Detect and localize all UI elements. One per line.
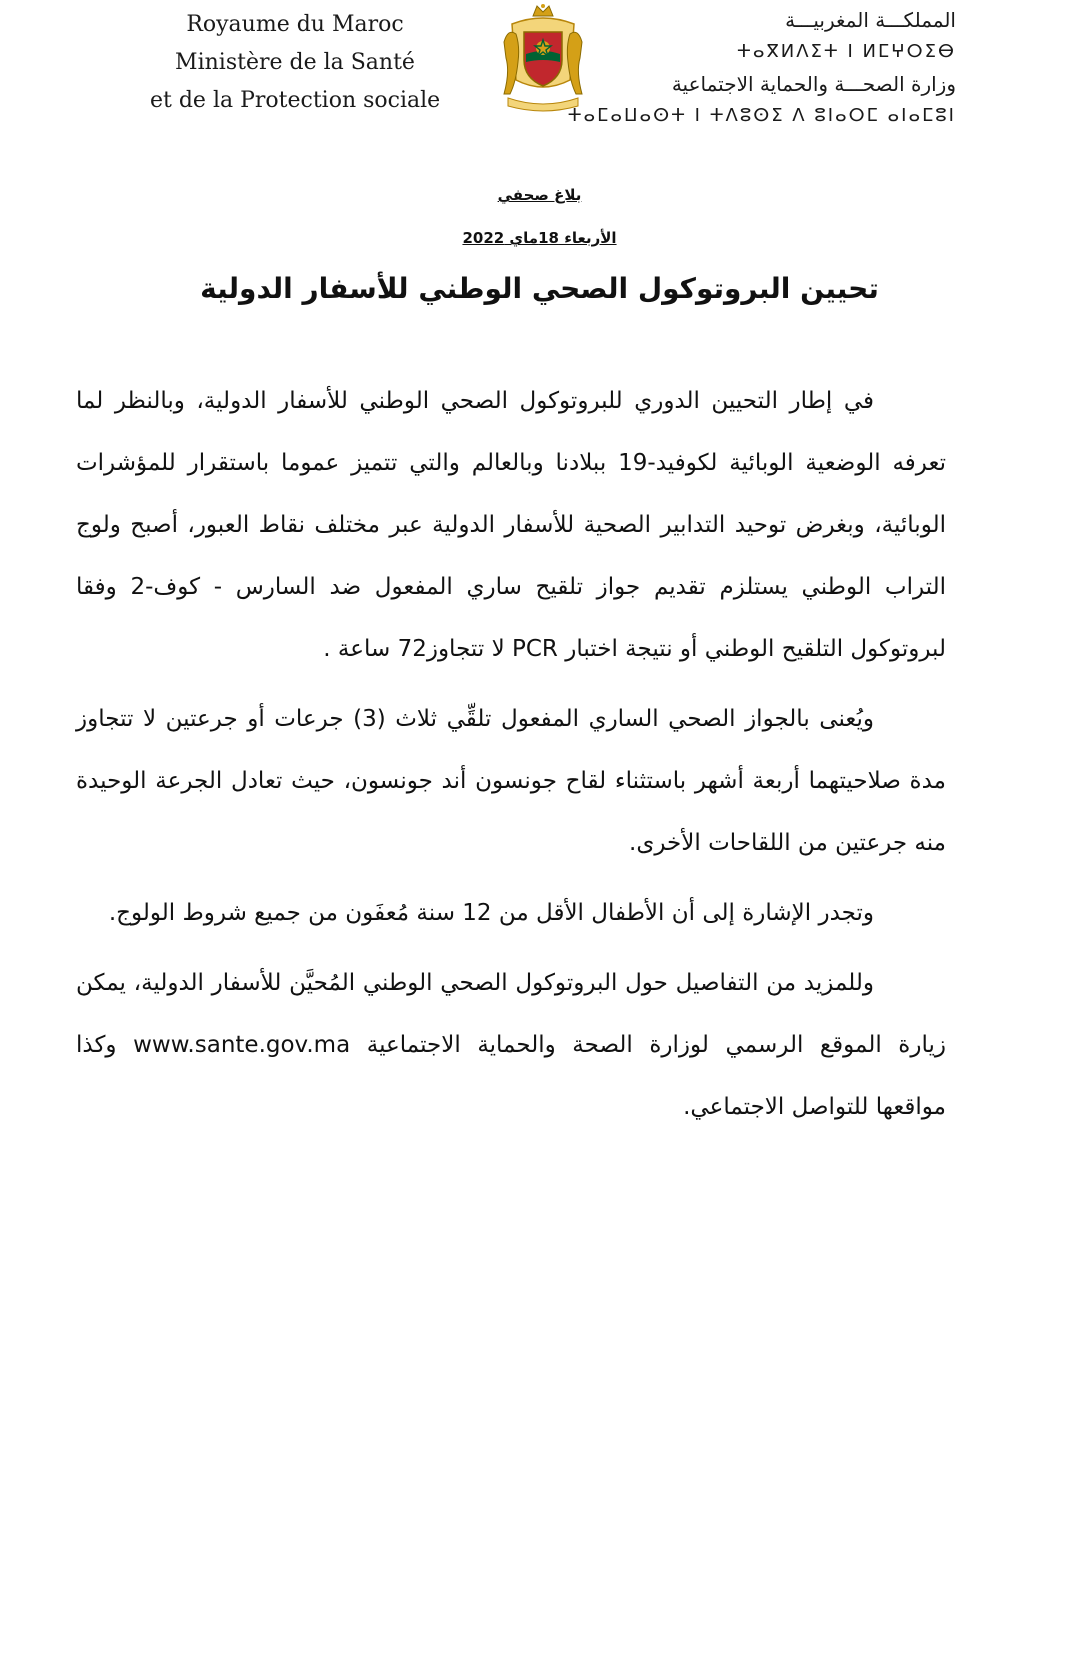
letterhead-french [150, 6, 440, 120]
document-title: تحيين البروتوكول الصحي الوطني للأسفار الدولية [200, 272, 879, 305]
paragraph: في إطار التحيين الدوري للبروتوكول الصحي الوطني للأسفار الدولية، وبالنظر لما تعرفه الوضعية الوبائية لكوفيد-19 ببلادنا وبالعالم والتي تتميز عموما باستقرار للمؤشرات الوبائية، وبغرض توحيد التدابير الصحية للأسفار الدولية عبر مختلف نقاط العبور، أصبح ولوج التراب الوطني يستلزم تقديم جواز تلقيح ساري المفعول ضد السارس - كوف-2 وفقا لبروتوكول التلقيح الوطني أو نتيجة اختبار PCR لا تتجاوز72 ساعة . [76, 388, 946, 662]
kingdom-name-ar: المملكـــة المغربيـــة [785, 8, 956, 32]
paragraph: ويُعنى بالجواز الصحي الساري المفعول تلقِّي ثلاث (3) جرعات أو جرعتين لا تتجاوز مدة صلاحيتهما أربعة أشهر باستثناء لقاح جونسون أند جونسون، حيث تعادل الجرعة الوحيدة منه جرعتين من اللقاحات الأخرى. [76, 706, 946, 856]
ministry-name-ar: وزارة الصحـــة والحماية الاجتماعية [671, 72, 956, 96]
paragraph: وتجدر الإشارة إلى أن الأطفال الأقل من 12 سنة مُعفَون من جميع شروط الولوج. [108, 900, 874, 926]
ministry-name-tifinagh: ⵜⴰⵎⴰⵡⴰⵙⵜ ⵏ ⵜⴷⵓⵙⵉ ⴷ ⵓⵏⴰⵔⵎ ⴰⵏⴰⵎⵓⵏ [567, 105, 956, 126]
letterhead-arabic [567, 4, 956, 132]
kingdom-name-tifinagh: ⵜⴰⴳⵍⴷⵉⵜ ⵏ ⵍⵎⵖⵔⵉⴱ [737, 41, 956, 62]
document-body [76, 370, 946, 1146]
letterhead [0, 0, 1079, 130]
ministry-name-fr-line1: Ministère de la Santé [175, 50, 415, 75]
coat-of-arms-icon [500, 2, 586, 114]
ministry-name-fr-line2: et de la Protection sociale [150, 88, 441, 113]
paragraph: وللمزيد من التفاصيل حول البروتوكول الصحي الوطني المُحيَّن للأسفار الدولية، يمكن زيارة الموقع الرسمي لوزارة الصحة والحماية الاجتماعية www.sante.gov.ma وكذا مواقعها للتواصل الاجتماعي. [76, 970, 946, 1120]
kingdom-name-fr: Royaume du Maroc [186, 12, 404, 37]
press-release-label: بلاغ صحفي [497, 186, 582, 204]
release-date: الأربعاء 18ماي 2022 [462, 229, 617, 247]
